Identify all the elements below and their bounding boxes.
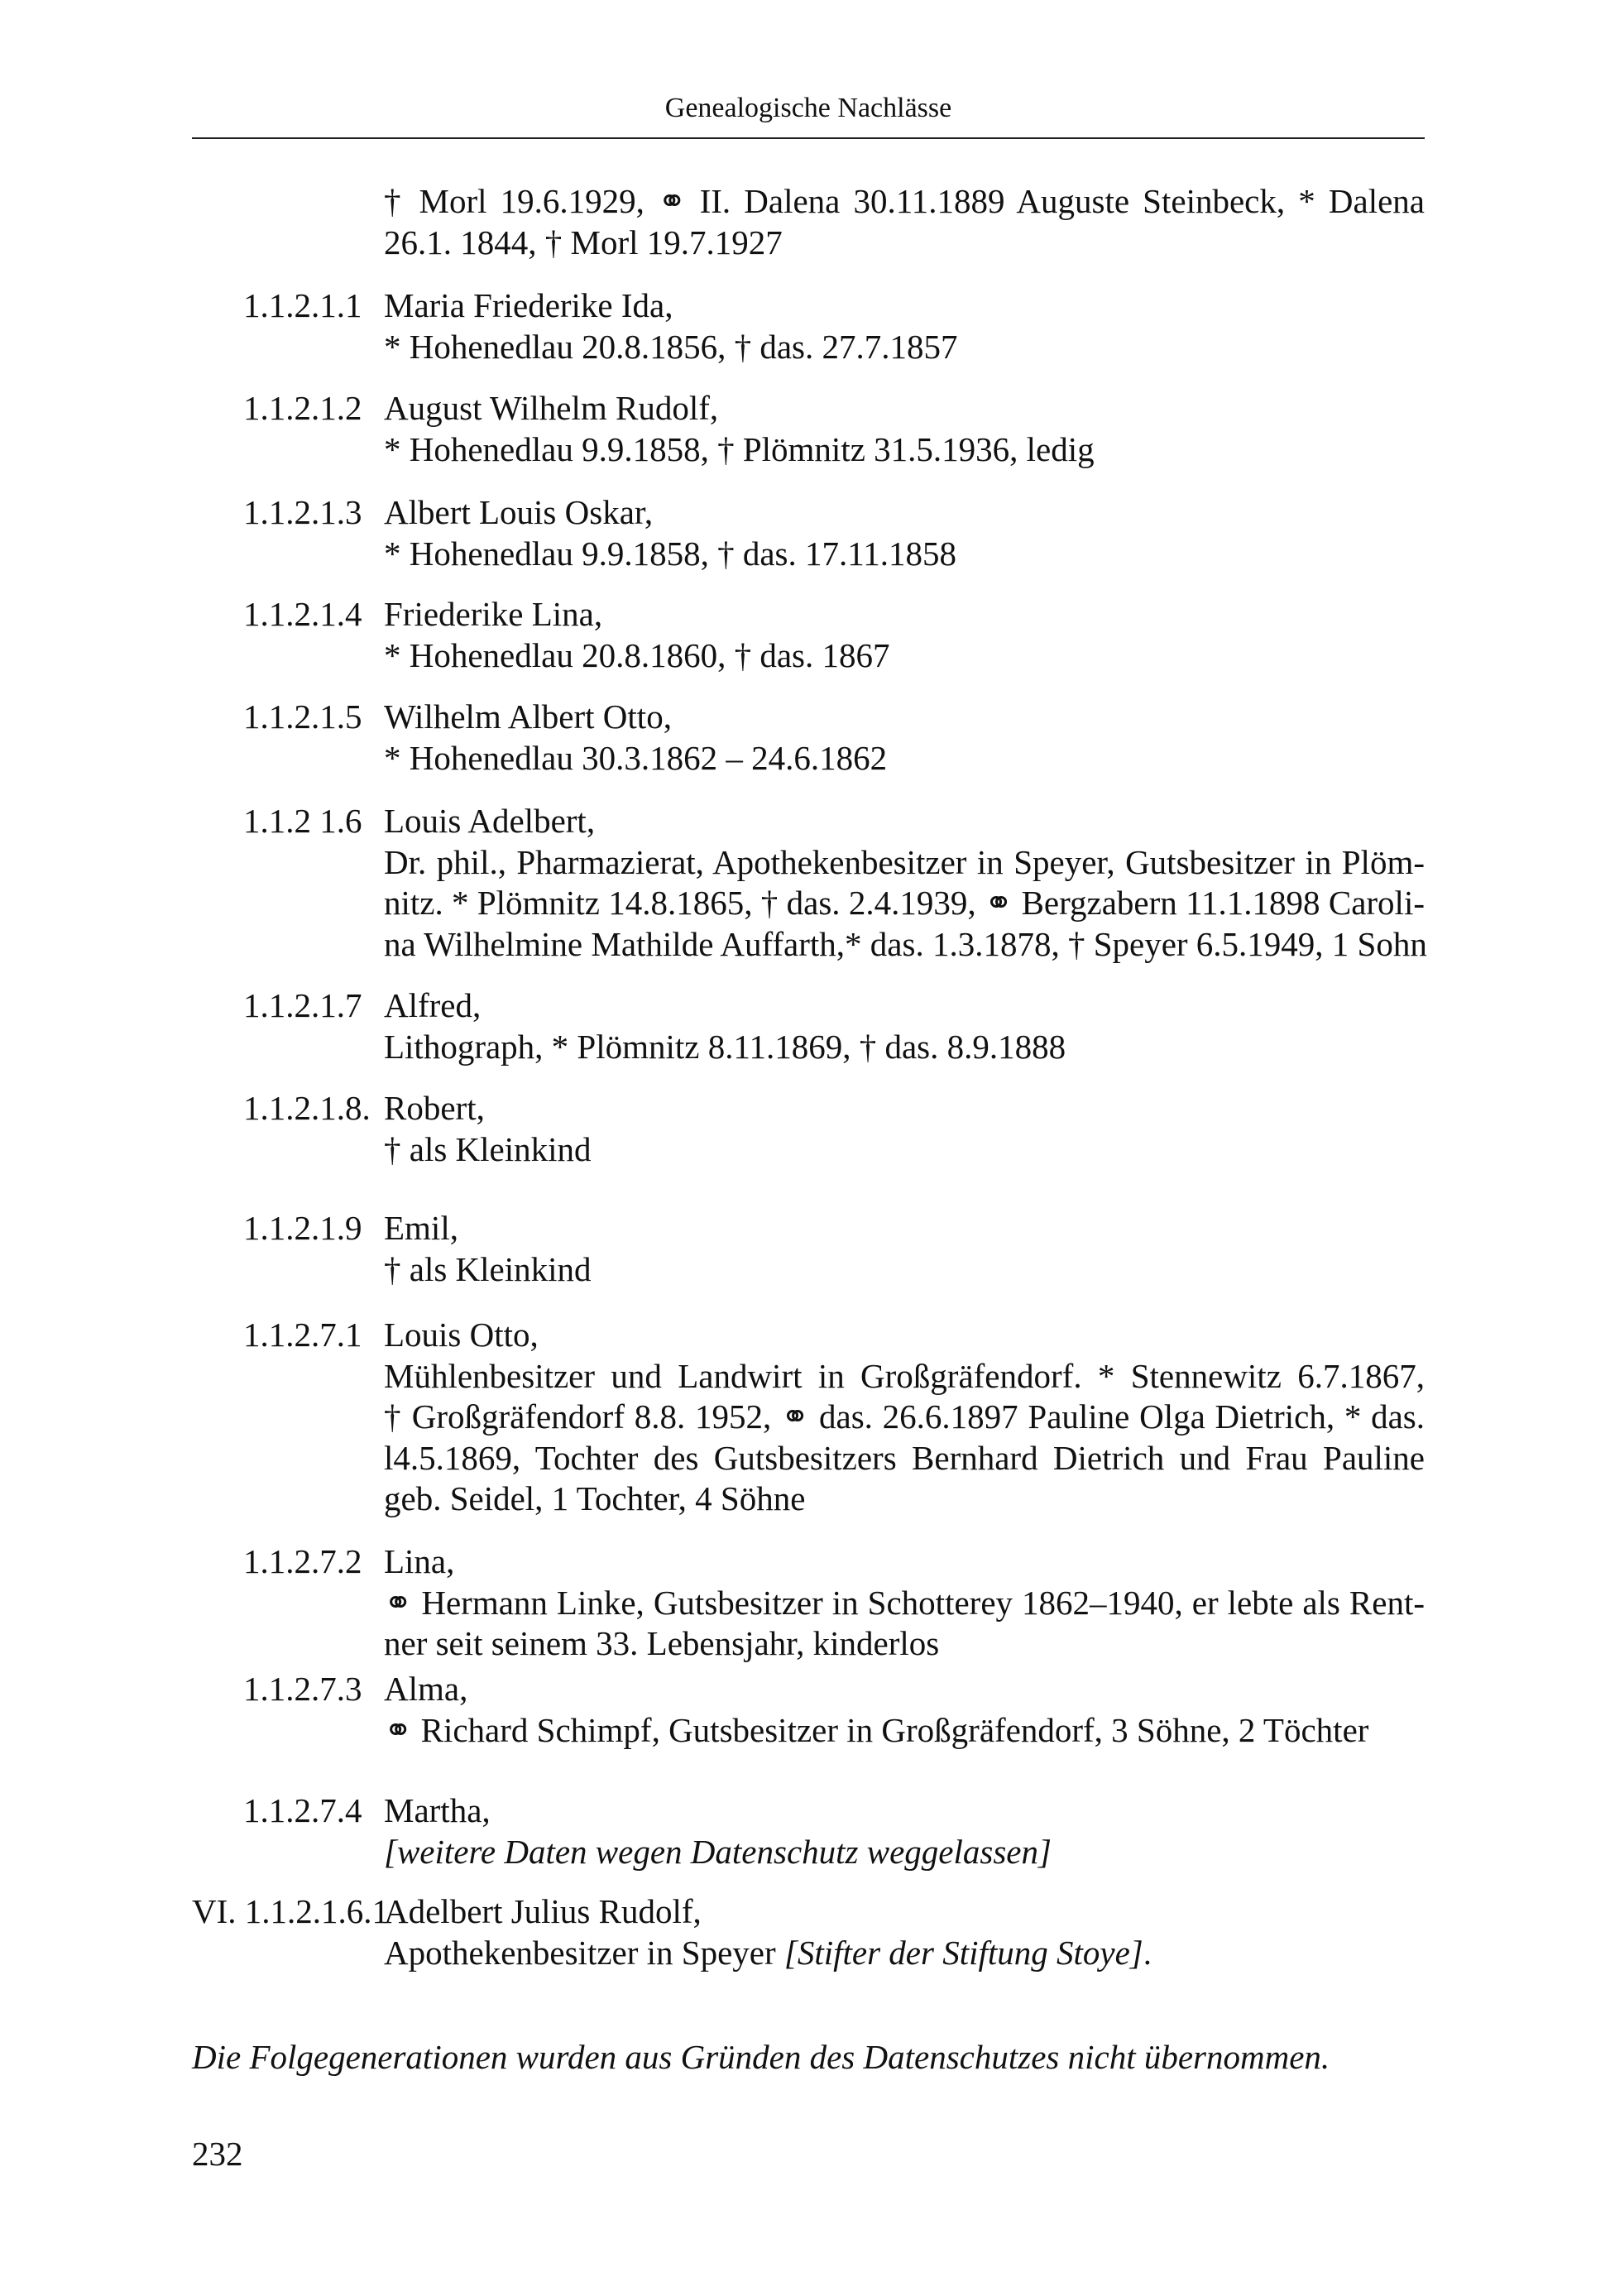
entry-text [384, 1669, 1425, 1751]
entry-line [384, 1249, 1425, 1291]
text-segment: Robert, [384, 1089, 485, 1127]
running-header: Genealogische Nachlässe [664, 93, 952, 123]
entry-number: 1.1.2 1.6 [243, 802, 362, 840]
entry-line [384, 1479, 1425, 1520]
text-segment: geb. Seidel, 1 Tochter, 4 Söhne [384, 1479, 806, 1517]
entry-line [384, 1208, 1425, 1249]
entry-number: 1.1.2.1.4 [243, 595, 362, 633]
text-segment: Alfred, [384, 986, 482, 1024]
entry-number: 1.1.2.1.5 [243, 697, 362, 736]
entry-line [384, 883, 1425, 924]
entry-text [384, 388, 1425, 470]
entry-line [384, 1832, 1425, 1873]
text-segment: * Hohenedlau 9.9.1858, † Plömnitz 31.5.1936, ledig [384, 429, 1095, 468]
entry-number: 1.1.2.1.7 [243, 986, 362, 1024]
text-segment: † als Kleinkind [384, 1249, 592, 1288]
text-segment: Martha, [384, 1791, 491, 1829]
entry-line [384, 801, 1425, 842]
text-segment: Maria Friederike Ida, [384, 286, 673, 324]
entry-text [384, 985, 1425, 1067]
entry-text [384, 594, 1425, 676]
entry-line [384, 1397, 1425, 1438]
entry-line [384, 697, 1425, 738]
entry-number: 1.1.2.1.2 [243, 389, 362, 427]
entry-number: 1.1.2.1.1 [243, 286, 362, 324]
entry-line [384, 594, 1425, 635]
entry-line [384, 1710, 1425, 1752]
entry-number: 1.1.2.7.4 [243, 1791, 362, 1829]
text-segment: na Wilhelmine Mathilde Auffarth,* das. 1.3.1878, † Speyer 6.5.1949, 1 Sohn [384, 924, 1427, 963]
entry-line [384, 1583, 1425, 1624]
text-segment: * Hohenedlau 20.8.1860, † das. 1867 [384, 635, 890, 674]
text-segment: ner seit seinem 33. Lebensjahr, kinderlos [384, 1624, 940, 1662]
text-segment: † Großgräfendorf 8.8. 1952, ⚭ das. 26.6.1897 Pauline Olga Dietrich, * das. [384, 1397, 1425, 1436]
text-segment: Lithograph, * Plömnitz 8.11.1869, † das. 8.9.1888 [384, 1027, 1066, 1066]
entry-line [384, 534, 1425, 575]
entry-line [384, 738, 1425, 779]
entry-line [384, 429, 1425, 471]
text-segment: ⚭ Richard Schimpf, Gutsbesitzer in Großgräfendorf, 3 Söhne, 2 Töchter [384, 1710, 1369, 1749]
text-segment: Dr. phil., Pharmazierat, Apothekenbesitzer in Speyer, Gutsbesitzer in Plöm- [384, 842, 1425, 881]
entry-line [384, 1088, 1425, 1129]
text-segment: 26.1. 1844, † Morl 19.7.1927 [384, 223, 783, 261]
page-number: 232 [192, 2135, 243, 2173]
entry-number: 1.1.2.7.1 [243, 1316, 362, 1354]
entry-line [384, 1790, 1425, 1832]
entry-line [384, 327, 1425, 368]
text-segment: nitz. * Plömnitz 14.8.1865, † das. 2.4.1939, ⚭ Bergzabern 11.1.1898 Caroli- [384, 884, 1425, 922]
entry-line [384, 1129, 1425, 1171]
entry-text [384, 1541, 1425, 1665]
text-segment: † Morl 19.6.1929, ⚭ II. Dalena 30.11.1889 Auguste Steinbeck, * Dalena [384, 182, 1425, 220]
entry-text [384, 801, 1425, 965]
entry-line [384, 1933, 1425, 1974]
entry-line [384, 492, 1425, 534]
entry-line [384, 1356, 1425, 1397]
entry-text [384, 1088, 1425, 1170]
text-segment: Apothekenbesitzer in Speyer [384, 1933, 784, 1972]
entry-number: 1.1.2.1.8. [243, 1089, 371, 1127]
header-rule [192, 137, 1425, 139]
entry-text [384, 1790, 1425, 1872]
entry-text [384, 492, 1425, 574]
text-segment: ⚭ Hermann Linke, Gutsbesitzer in Schotterey 1862–1940, er lebte als Rent- [384, 1583, 1425, 1622]
entry-line [384, 1541, 1425, 1583]
entry-text [384, 1891, 1425, 1973]
entry-line [384, 1438, 1425, 1479]
entry-text [384, 181, 1425, 263]
entry-text [384, 285, 1425, 367]
entry-text [384, 1208, 1425, 1290]
text-segment: August Wilhelm Rudolf, [384, 389, 719, 427]
italic-note: [weitere Daten wegen Datenschutz weggelassen] [384, 1832, 1052, 1871]
entry-line [384, 1891, 1425, 1933]
entry-number: 1.1.2.7.3 [243, 1670, 362, 1708]
text-segment: . [1143, 1933, 1152, 1972]
entry-line [384, 1623, 1425, 1665]
text-segment: Mühlenbesitzer und Landwirt in Großgräfendorf. * Stennewitz 6.7.1867, [384, 1356, 1425, 1395]
entry-line [384, 635, 1425, 677]
entry-line [384, 924, 1425, 966]
text-segment: Adelbert Julius Rudolf, [384, 1892, 702, 1930]
entry-number: VI. 1.1.2.1.6.1 [192, 1892, 390, 1930]
entry-line [384, 223, 1425, 264]
entry-number: 1.1.2.1.9 [243, 1209, 362, 1247]
text-segment: Wilhelm Albert Otto, [384, 697, 672, 736]
entry-line [384, 388, 1425, 429]
text-segment: Louis Adelbert, [384, 802, 596, 840]
entry-text [384, 697, 1425, 779]
entry-number: 1.1.2.1.3 [243, 493, 362, 531]
text-segment: Friederike Lina, [384, 595, 603, 633]
entry-line [384, 1027, 1425, 1068]
footer-note: Die Folgegenerationen wurden aus Gründen des Datenschutzes nicht übernommen. [192, 2038, 1330, 2076]
entry-line [384, 842, 1425, 884]
entry-line [384, 181, 1425, 223]
text-segment: Louis Otto, [384, 1316, 539, 1354]
text-segment: l4.5.1869, Tochter des Gutsbesitzers Bernhard Dietrich und Frau Pauline [384, 1438, 1425, 1477]
text-segment: Lina, [384, 1542, 455, 1580]
entry-number: 1.1.2.7.2 [243, 1542, 362, 1580]
text-segment: * Hohenedlau 20.8.1856, † das. 27.7.1857 [384, 327, 958, 366]
entry-line [384, 285, 1425, 327]
text-segment: * Hohenedlau 9.9.1858, † das. 17.11.1858 [384, 534, 956, 573]
text-segment: * Hohenedlau 30.3.1862 – 24.6.1862 [384, 738, 888, 777]
entry-text [384, 1315, 1425, 1520]
text-segment: † als Kleinkind [384, 1129, 592, 1168]
entry-line [384, 985, 1425, 1027]
entry-line [384, 1315, 1425, 1356]
entry-line [384, 1669, 1425, 1710]
italic-note: [Stifter der Stiftung Stoye] [783, 1933, 1143, 1972]
text-segment: Alma, [384, 1670, 468, 1708]
text-segment: Albert Louis Oskar, [384, 493, 654, 531]
text-segment: Emil, [384, 1209, 458, 1247]
